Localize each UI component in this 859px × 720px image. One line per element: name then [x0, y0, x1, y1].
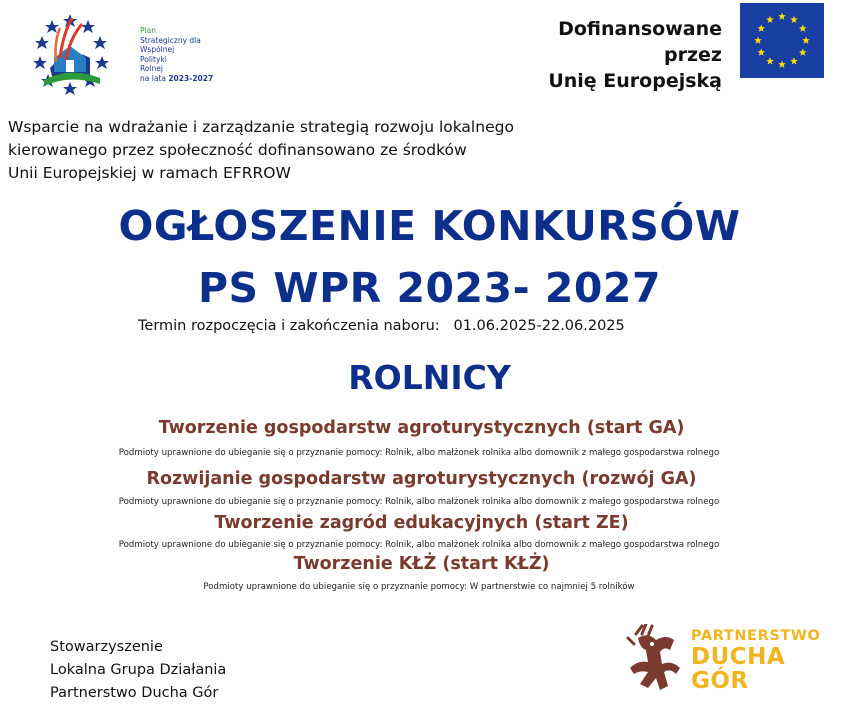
pswpr-line-years: na lata 2023-2027	[140, 73, 214, 83]
pswpr-logo-text	[140, 26, 213, 84]
competition-title: Tworzenie KŁŻ (start KŁŻ)	[293, 554, 550, 574]
competition-description: Podmioty uprawnione do ubieganie się o przyznanie pomocy: Rolnik, albo małżonek rolnika albo domownik z małego gospodarstwa rolnego	[118, 448, 720, 458]
pswpr-line: Strategiczny dla	[140, 35, 201, 45]
termin-value: 01.06.2025-22.06.2025	[453, 318, 625, 334]
footer-line3: Partnerstwo Ducha Gór	[50, 685, 219, 701]
competition-title: Tworzenie gospodarstw agroturystycznych (start GA)	[158, 418, 685, 438]
pswpr-line: Plan	[140, 26, 156, 35]
section-heading: ROLNICY	[348, 358, 511, 397]
page-title-line2: PS WPR 2023- 2027	[198, 264, 661, 312]
footer-line1: Stowarzyszenie	[50, 639, 163, 655]
competition-description: Podmioty uprawnione do ubieganie się o przyznanie pomocy: Rolnik, albo małżonek rolnika albo domownik z małego gospodarstwa rolnego	[118, 540, 720, 550]
deer-spirit-icon	[626, 624, 690, 694]
termin-line	[138, 318, 625, 334]
lgd-logo-line2: DUCHA	[691, 644, 786, 670]
eu-cofinancing-text	[512, 16, 722, 94]
eu-text-line1: Dofinansowane przez	[558, 18, 722, 66]
intro-line3: Unii Europejskiej w ramach EFRROW	[8, 164, 291, 182]
footer-organisation	[50, 636, 226, 705]
lgd-logo-line1: PARTNERSTWO	[691, 628, 821, 644]
termin-label: Termin rozpoczęcia i zakończenia naboru:	[138, 318, 440, 334]
competition-description: Podmioty uprawnione do ubieganie się o przyznanie pomocy: Rolnik, albo małżonek rolnika albo domownik z małego gospodarstwa rolnego	[118, 497, 720, 507]
competition-title: Rozwijanie gospodarstw agroturystycznych (rozwój GA)	[146, 469, 697, 489]
intro-text	[8, 116, 608, 185]
pswpr-line: Polityki	[140, 54, 167, 64]
eu-text-line2: Unię Europejską	[548, 70, 722, 92]
eu-flag-icon	[740, 3, 824, 78]
pswpr-line: Wspólnej	[140, 45, 175, 55]
intro-line1: Wsparcie na wdrażanie i zarządzanie strategią rozwoju lokalnego	[8, 118, 514, 136]
competition-description: Podmioty uprawnione do ubieganie się o przyznanie pomocy: W partnerstwie co najmniej 5 rolników	[203, 582, 635, 592]
page-title-line1: OGŁOSZENIE KONKURSÓW	[118, 202, 741, 250]
lgd-logo-line3: GÓR	[691, 668, 749, 694]
intro-line2: kierowanego przez społeczność dofinansowano ze środków	[8, 141, 467, 159]
competition-title: Tworzenie zagród edukacyjnych (start ZE)	[214, 513, 629, 533]
footer-line2: Lokalna Grupa Działania	[50, 662, 227, 678]
lgd-logo-text	[691, 627, 820, 693]
pswpr-line: Rolnej	[140, 64, 163, 74]
